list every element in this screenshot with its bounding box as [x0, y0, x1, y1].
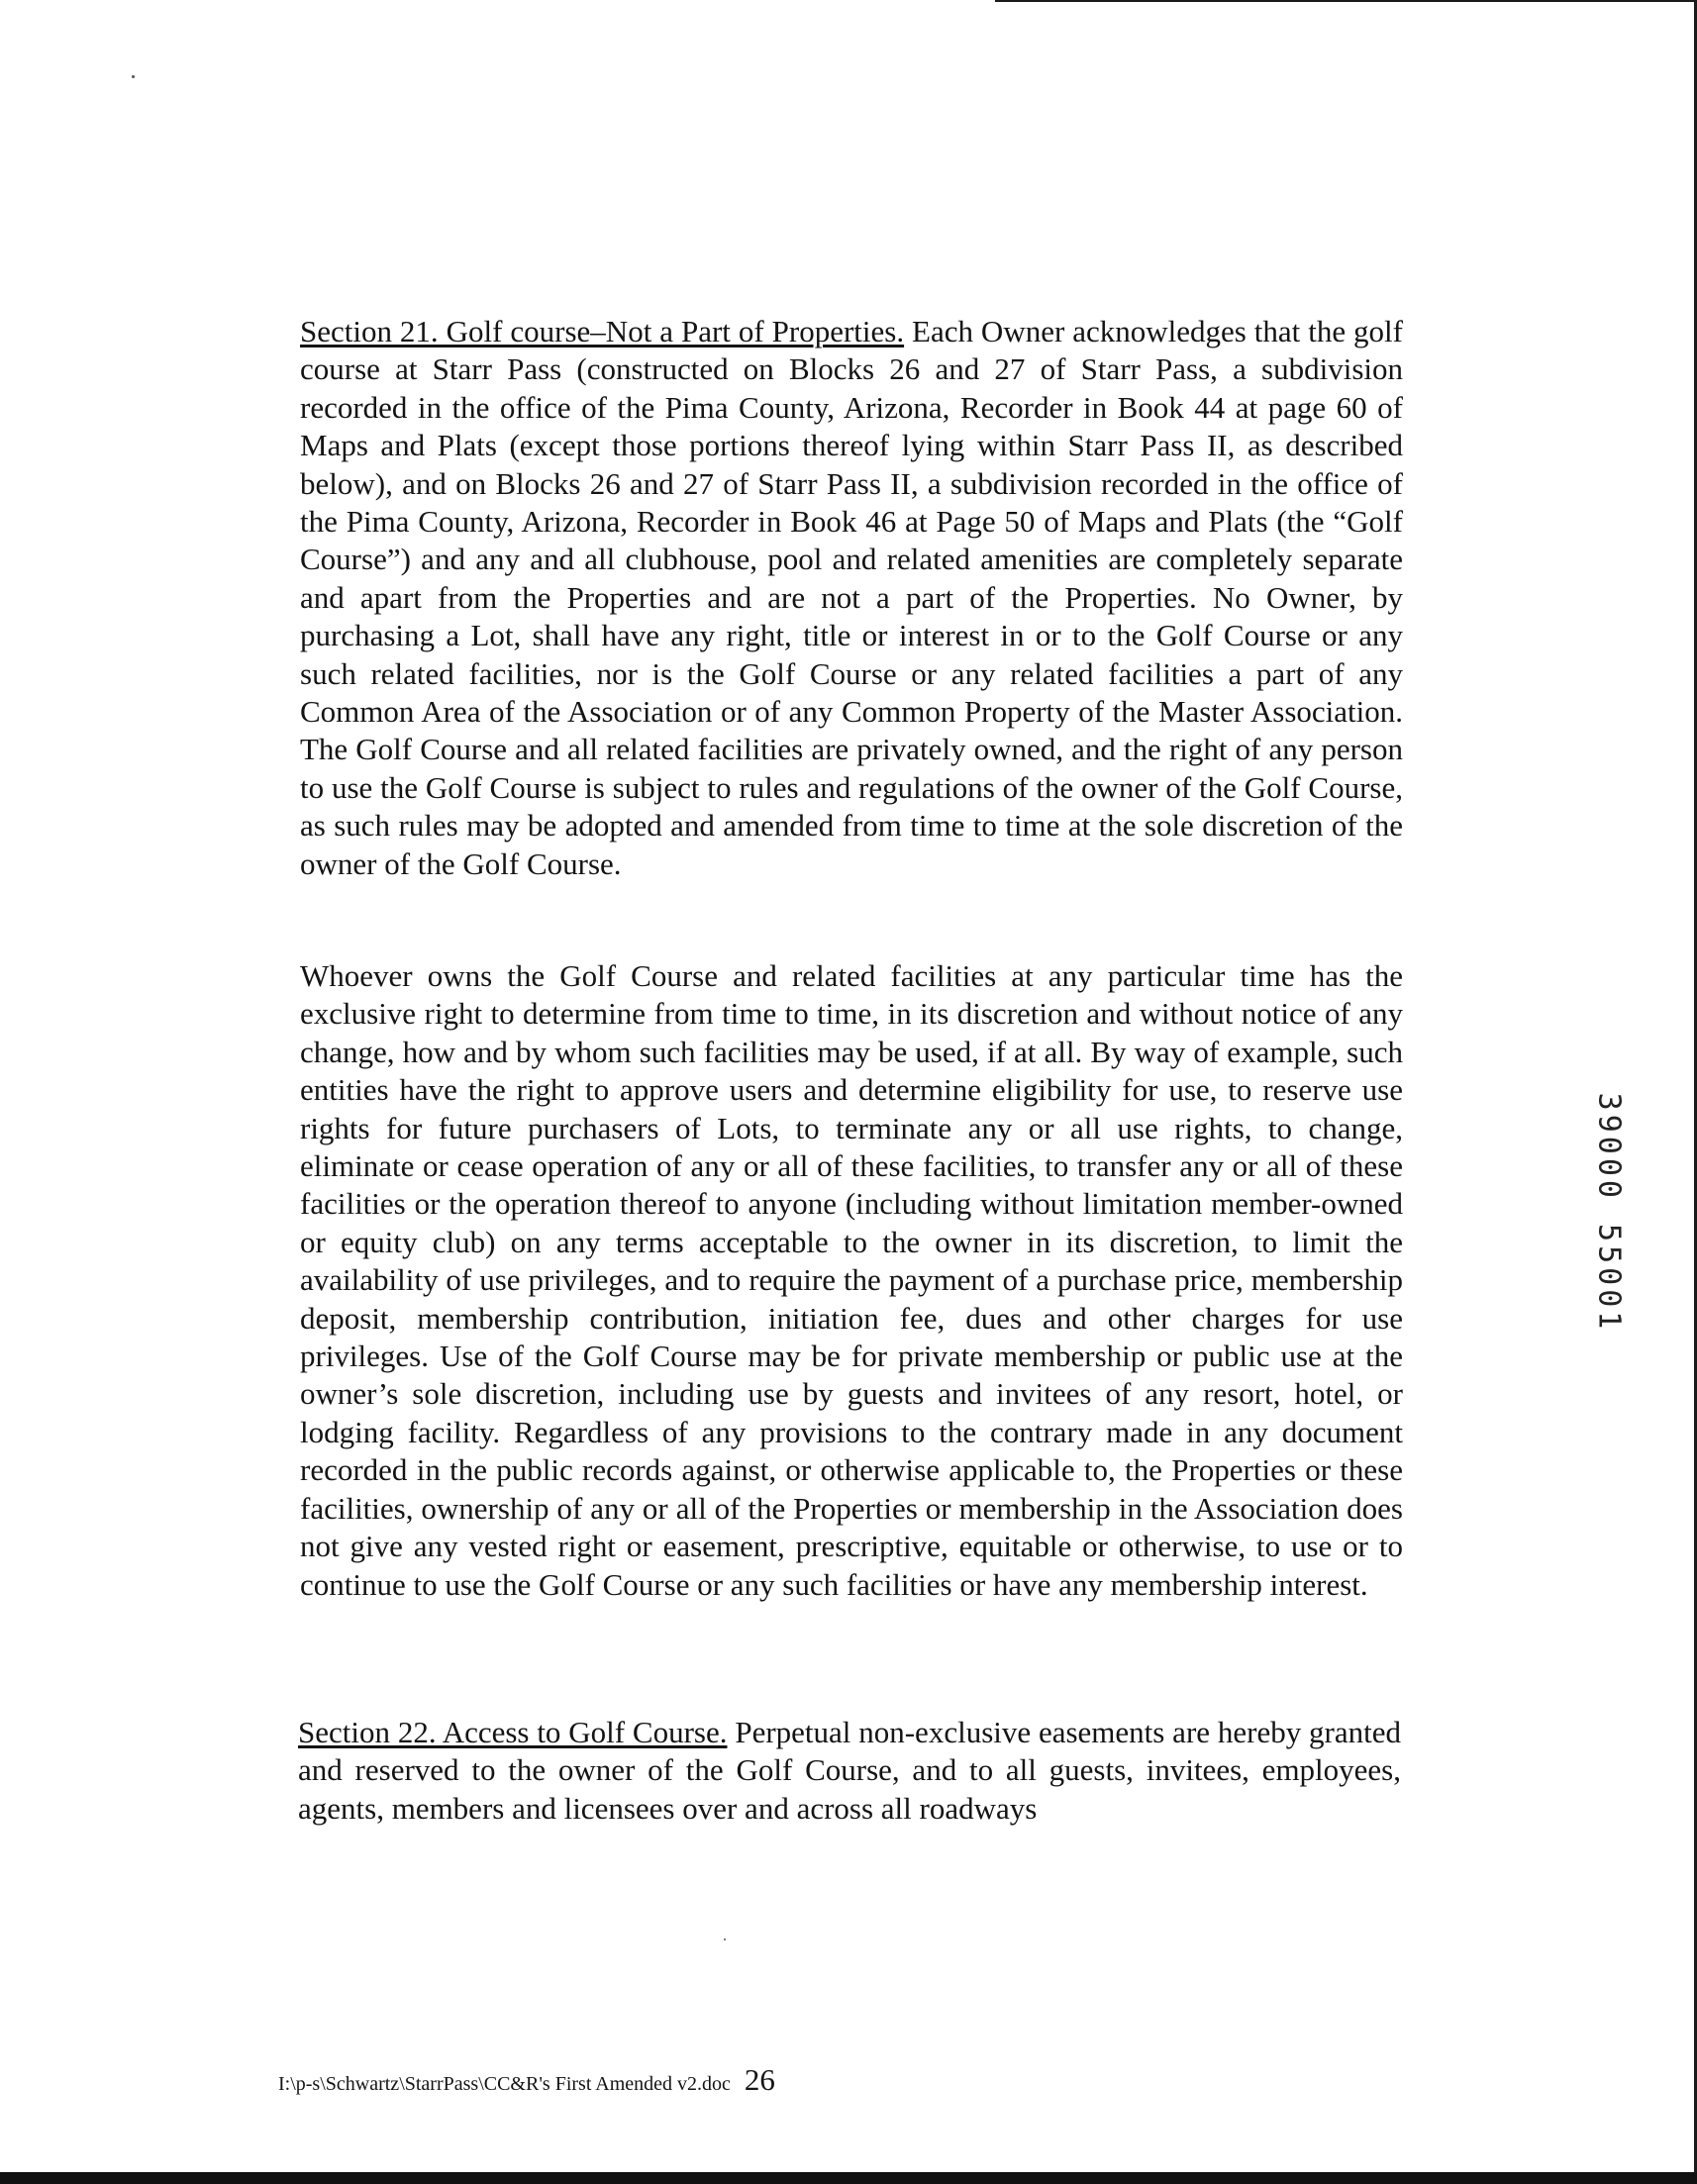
page-number: 26 [744, 2062, 775, 2097]
scan-edge-bottom [0, 2172, 1697, 2184]
section-21-body: Each Owner acknowledges that the golf course at Starr Pass (constructed on Blocks 26 and 27 of Starr Pass, a subdivision recorded in the office of the Pima County, Arizona, Recorder in Book 44 at page 60 of Maps and Plats (except those portions thereof lying within Starr Pass II, as described below), and on Blocks 26 and 27 of Starr Pass II, a subdivision recorded in the office of the Pima County, Arizona, Recorder in Book 46 at Page 50 of Maps and Plats (the “Golf Course”) and any and all clubhouse, pool and related amenities are completely separate and apart from the Properties and are not a part of the Properties. No Owner, by purchasing a Lot, shall have any right, title or interest in or to the Golf Course or any such related facilities, nor is the Golf Course or any related facilities a part of any Common Area of the Association or of any Common Property of the Master Association. The Golf Course and all related facilities are privately owned, and the right of any person to use the Golf Course is subject to rules and regulations of the owner of the Golf Course, as such rules may be adopted and amended from time to time at the sole discretion of the owner of the Golf Course. [300, 314, 1403, 881]
section-22-body: Perpetual non-exclusive easements are hereby granted and reserved to the owner of the Golf Course, and to all guests, invitees, employees, agents, members and licensees over and across all roadways [298, 1715, 1401, 1826]
scan-speck [132, 75, 135, 78]
footer-file-path: I:\p-s\Schwartz\StarrPass\CC&R's First Amended v2.doc [278, 2073, 731, 2095]
ownership-paragraph-body: Whoever owns the Golf Course and related facilities at any particular time has the exclusive right to determine from time to time, in its discretion and without notice of any change, how and by whom such facilities may be used, if at all. By way of example, such entities have the right to approve users and determine eligibility for use, to reserve use rights for future purchasers of Lots, to terminate any or all use rights, to change, eliminate or cease operation of any or all of these facilities, to transfer any or all of these facilities or the operation thereof to anyone (including without limitation member-owned or equity club) on any terms acceptable to the owner in its discretion, to limit the availability of use privileges, and to require the payment of a purchase price, membership deposit, membership contribution, initiation fee, dues and other charges for use privileges. Use of the Golf Course may be for private membership or public use at the owner’s sole discretion, including use by guests and invitees of any resort, hotel, or lodging facility. Regardless of any provisions to the contrary made in any document recorded in the public records against, or otherwise applicable to, the Properties or these facilities, ownership of any or all of the Properties or membership in the Association does not give any vested right or easement, prescriptive, equitable or otherwise, to use or to continue to use the Golf Course or any such facilities or have any membership interest. [300, 958, 1403, 1602]
scan-edge-top [995, 0, 1697, 2]
section-21-paragraph [300, 313, 1403, 883]
golf-course-ownership-paragraph [300, 957, 1403, 1604]
scan-speck [724, 1938, 726, 1940]
section-22-paragraph [298, 1714, 1401, 1828]
section-22-heading: Section 22. Access to Golf Course. [298, 1715, 728, 1749]
recording-number-stamp: 39000 55001 [1591, 1092, 1627, 1334]
page-footer [278, 2062, 775, 2098]
section-21-heading: Section 21. Golf course–Not a Part of Properties. [300, 314, 905, 348]
